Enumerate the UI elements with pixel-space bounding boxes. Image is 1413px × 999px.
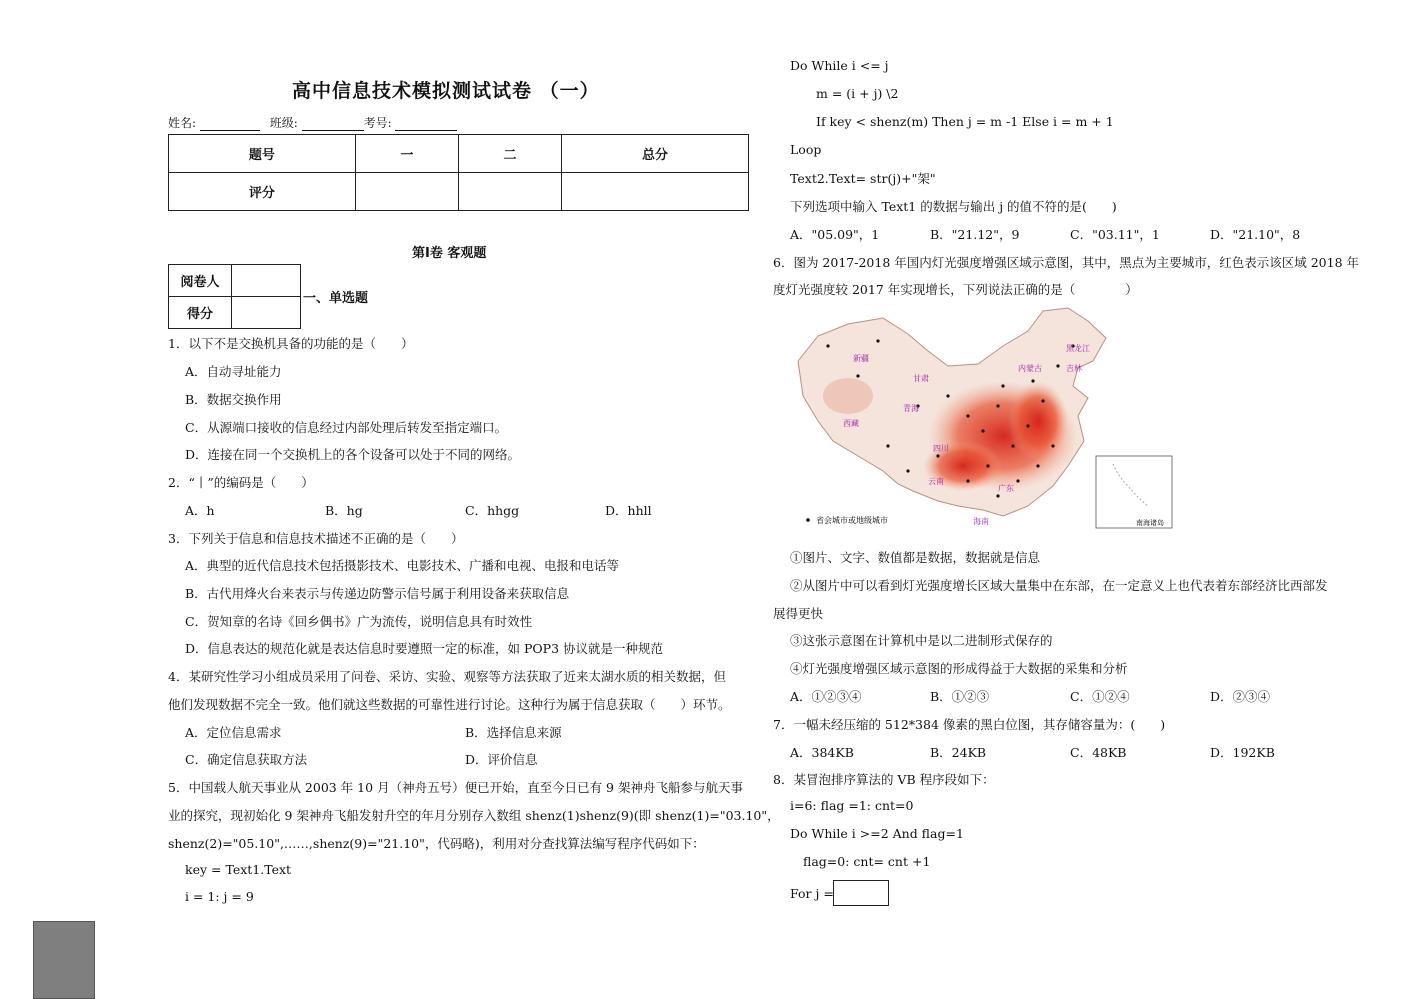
question-8: 8．某冒泡排序算法的 VB 程序段如下： xyxy=(773,772,995,787)
option-line: B．数据交换作用 xyxy=(185,392,282,407)
statement-line: ④灯光强度增强区域示意图的形成得益于大数据的采集和分析 xyxy=(790,661,1128,676)
grader-score-cell[interactable] xyxy=(232,297,301,329)
page-title: 高中信息技术模拟测试试卷 （一） xyxy=(292,80,600,102)
map-label: 海南 xyxy=(973,517,989,526)
question-3: 3．下列关于信息和信息技术描述不正确的是（ ） xyxy=(168,531,464,546)
score-header-cell: 题号 xyxy=(169,135,356,173)
option-line: B．古代用烽火台来表示与传递边防警示信号属于利用设备来获取信息 xyxy=(185,586,570,601)
option-line: D．"21.10"，8 xyxy=(1210,227,1301,242)
score-header-cell: 总分 xyxy=(562,135,749,173)
inset-label: 南海诸岛 xyxy=(1136,519,1164,527)
score-cell[interactable] xyxy=(355,173,458,211)
map-label: 吉林 xyxy=(1066,364,1082,373)
inset-frame xyxy=(1096,456,1172,528)
reviewer-cell[interactable] xyxy=(232,265,301,297)
score-cell[interactable] xyxy=(458,173,561,211)
code-line: m = (i + j) \2 xyxy=(816,86,899,101)
student-info xyxy=(168,114,457,131)
option-line: D．信息表达的规范化就是表达信息时要遵照一定的标准，如 POP3 协议就是一种规范 xyxy=(185,641,663,656)
exam-field[interactable] xyxy=(395,118,457,131)
score-table xyxy=(168,134,749,211)
option-line: D．hhll xyxy=(605,503,652,518)
section-title: 第Ⅰ卷 客观题 xyxy=(412,246,487,261)
class-label: 班级: xyxy=(269,116,298,130)
statement-line: ①图片、文字、数值都是数据，数据就是信息 xyxy=(790,550,1041,565)
name-label: 姓名: xyxy=(168,116,197,130)
option-line: D．评价信息 xyxy=(465,752,538,767)
code-line: Do While i <= j xyxy=(790,58,889,73)
class-field[interactable] xyxy=(302,118,364,131)
statement-line: ②从图片中可以看到灯光强度增长区域大量集中在东部，在一定意义上也代表着东部经济比西部发 xyxy=(790,578,1328,593)
option-line: C．48KB xyxy=(1070,745,1127,760)
question-5-stem: 下列选项中输入 Text1 的数据与输出 j 的值不符的是( ) xyxy=(790,199,1117,214)
option-line: C．hhgg xyxy=(465,503,520,518)
name-field[interactable] xyxy=(200,118,260,131)
option-line: D．②③④ xyxy=(1210,689,1271,704)
map-label: 甘肃 xyxy=(913,374,929,383)
option-line: C．贺知章的名诗《回乡偶书》广为流传，说明信息具有时效性 xyxy=(185,614,533,629)
option-line: A．典型的近代信息技术包括摄影技术、电影技术、广播和电视、电报和电话等 xyxy=(185,558,620,573)
statement-line: ③这张示意图在计算机中是以二进制形式保存的 xyxy=(790,633,1053,648)
question-4-cont: 他们发现数据不完全一致。他们就这些数据的可靠性进行讨论。这种行为属于信息获取（ ）环节。 xyxy=(168,697,731,712)
grader-table xyxy=(168,264,301,329)
option-line: C．从源端口接收的信息经过内部处理后转发至指定端口。 xyxy=(185,420,508,435)
score-header-cell: 二 xyxy=(458,135,561,173)
gray-placeholder-block xyxy=(33,921,95,999)
map-label: 云南 xyxy=(928,477,944,486)
question-6: 6．图为 2017-2018 年国内灯光强度增强区域示意图，其中，黑点为主要城市，红色表示该区域 2018 年 xyxy=(773,255,1360,270)
grader-score-label: 得分 xyxy=(169,297,232,329)
question-5-cont: shenz(2)="05.10",……,shenz(9)="21.10"，代码略)，利用对分查找算法编写程序代码如下： xyxy=(168,836,705,851)
map-label: 四川 xyxy=(933,444,949,453)
code-line: Do While i >=2 And flag=1 xyxy=(790,826,964,841)
question-7: 7．一幅未经压缩的 512*384 像素的黑白位图，其存储容量为：( ) xyxy=(773,717,1166,732)
map-label: 新疆 xyxy=(853,354,869,363)
option-line: B．选择信息来源 xyxy=(465,725,562,740)
option-line: A．①②③④ xyxy=(790,689,862,704)
code-line: i=6: flag =1: cnt=0 xyxy=(790,798,914,813)
option-line: A．自动寻址能力 xyxy=(185,364,282,379)
china-light-map xyxy=(788,306,1173,532)
code-line: Loop xyxy=(790,142,822,157)
question-5-cont: 业的探究，现初始化 9 架神舟飞船发射升空的年月分别存入数组 shenz(1)shenz(9)(即 shenz(1)="03.10"， xyxy=(168,808,780,823)
code-line: If key < shenz(m) Then j = m -1 Else i = m + 1 xyxy=(816,114,1114,129)
question-5: 5．中国载人航天事业从 2003 年 10 月（神舟五号）便已开始，直至今日已有 9 架神舟飞船参与航天事 xyxy=(168,780,743,795)
question-1: 1．以下不是交换机具备的功能的是（ ） xyxy=(168,336,414,351)
option-line: D．连接在同一个交换机上的各个设备可以处于不同的网络。 xyxy=(185,447,521,462)
reviewer-label: 阅卷人 xyxy=(169,265,232,297)
map-legend: 省会城市或地级城市 xyxy=(816,516,888,525)
option-line: C．①②④ xyxy=(1070,689,1130,704)
option-line: B．①②③ xyxy=(930,689,990,704)
option-line: A．定位信息需求 xyxy=(185,725,282,740)
map-label: 西藏 xyxy=(843,419,859,428)
option-line: D．192KB xyxy=(1210,745,1275,760)
option-line: A．"05.09"，1 xyxy=(790,227,880,242)
score-cell[interactable] xyxy=(562,173,749,211)
code-line: For j = xyxy=(790,886,834,901)
code-line: flag=0: cnt= cnt +1 xyxy=(803,854,931,869)
question-4: 4．某研究性学习小组成员采用了问卷、采访、实验、观察等方法获取了近来太湖水质的相关数据，但 xyxy=(168,669,726,684)
option-line: B．24KB xyxy=(930,745,987,760)
map-label: 青海 xyxy=(903,404,919,413)
score-header-cell: 一 xyxy=(355,135,458,173)
option-line: A．384KB xyxy=(790,745,854,760)
question-2: 2．“丨”的编码是（ ） xyxy=(168,475,314,490)
option-line: C．确定信息获取方法 xyxy=(185,752,308,767)
option-line: B．"21.12"，9 xyxy=(930,227,1020,242)
score-row-label: 评分 xyxy=(169,173,356,211)
code-line: i = 1: j = 9 xyxy=(185,889,254,904)
code-line: Text2.Text= str(j)+"架" xyxy=(790,171,936,186)
map-label: 内蒙古 xyxy=(1018,364,1042,373)
statement-line-cont: 展得更快 xyxy=(773,606,824,621)
answer-blank[interactable] xyxy=(833,880,889,906)
single-choice-title: 一、单选题 xyxy=(303,291,369,306)
option-line: B．hg xyxy=(325,503,363,518)
map-label: 黑龙江 xyxy=(1066,344,1090,353)
exam-label: 考号: xyxy=(363,116,392,130)
option-line: A．h xyxy=(185,503,215,518)
option-line: C．"03.11"，1 xyxy=(1070,227,1160,242)
question-6-cont: 度灯光强度较 2017 年实现增长，下列说法正确的是（ ） xyxy=(773,282,1138,297)
code-line: key = Text1.Text xyxy=(185,862,292,877)
map-label: 广东 xyxy=(998,484,1014,493)
